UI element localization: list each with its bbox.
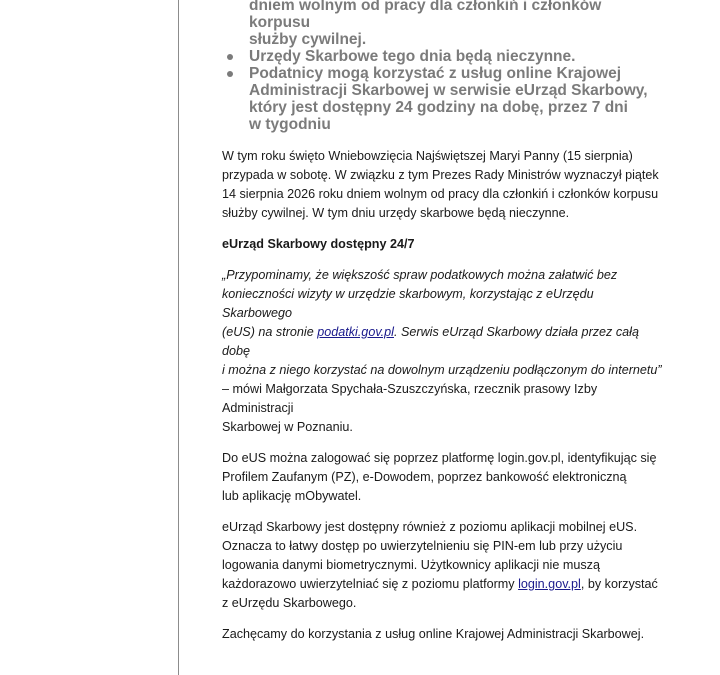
section-heading: eUrząd Skarbowy dostępny 24/7 xyxy=(222,237,415,251)
text-line: w tygodniu xyxy=(249,116,331,133)
attribution-line: – mówi Małgorzata Spychała-Szuszczyńska, rzecznik prasowy Izby Administracji xyxy=(222,382,598,415)
text-line: służby cywilnej. xyxy=(249,31,367,48)
text-line: lub aplikację mObywatel. xyxy=(222,489,362,503)
text-line: Podatnicy mogą korzystać z usług online Krajowej xyxy=(249,65,622,82)
attribution-line: Skarbowej w Poznaniu. xyxy=(222,420,353,434)
paragraph-closing: Zachęcamy do korzystania z usług online Krajowej Administracji Skarbowej. xyxy=(222,627,645,641)
bullet-dot-icon xyxy=(227,71,233,77)
text-line: służby cywilnej. W tym dniu urzędy skarbowe będą nieczynne. xyxy=(222,206,570,220)
paragraph-login xyxy=(222,449,662,506)
text-line: dniem wolnym od pracy dla członkiń i członków korpusu xyxy=(249,0,602,31)
bullet-list xyxy=(222,0,662,133)
text-line: Do eUS można zalogować się poprzez platformę login.gov.pl, identyfikując się xyxy=(222,451,657,465)
podatki-link[interactable]: podatki.gov.pl xyxy=(317,325,394,339)
quote-line: konieczności wizyty w urzędzie skarbowym, korzystając z eUrzędu Skarbowego xyxy=(222,287,594,320)
document-body xyxy=(222,0,662,644)
text-line: W tym roku święto Wniebowzięcia Najświętszej Maryi Panny (15 sierpnia) xyxy=(222,149,633,163)
paragraph-quote xyxy=(222,266,662,437)
text-line: Oznacza to łatwy dostęp po uwierzytelnieniu się PIN-em lub przy użyciu xyxy=(222,539,623,553)
text-line: Profilem Zaufanym (PZ), e-Dowodem, poprzez bankowość elektroniczną xyxy=(222,470,627,484)
text-line: logowania danymi biometrycznymi. Użytkownicy aplikacji nie muszą xyxy=(222,558,600,572)
paragraph-mobile-app xyxy=(222,518,662,613)
text-line: 14 sierpnia 2026 roku dniem wolnym od pracy dla członkiń i członków korpusu xyxy=(222,187,659,201)
text-line: , by korzystać xyxy=(580,577,658,591)
text-line: każdorazowo uwierzytelniać się z poziomu platformy xyxy=(222,577,519,591)
bullet-item-3 xyxy=(222,65,662,133)
paragraph-holiday xyxy=(222,147,662,223)
quote-line: i można z niego korzystać na dowolnym urządzeniu podłączonym do internetu” xyxy=(222,363,662,377)
text-line: Administracji Skarbowej w serwisie eUrząd Skarbowy, xyxy=(249,82,648,99)
bullet-dot-icon xyxy=(227,54,233,60)
page-margin-line xyxy=(178,0,179,675)
quote-line: (eUS) na stronie xyxy=(222,325,318,339)
quote-line: „Przypominamy, że większość spraw podatkowych można załatwić bez xyxy=(222,268,618,282)
text-line: z eUrzędu Skarbowego. xyxy=(222,596,357,610)
login-gov-link[interactable]: login.gov.pl xyxy=(518,577,581,591)
bullet-item-1-continued xyxy=(222,0,662,48)
text-line: przypada w sobotę. W związku z tym Prezes Rady Ministrów wyznaczył piątek xyxy=(222,168,659,182)
text-line: Urzędy Skarbowe tego dnia będą nieczynne. xyxy=(249,48,576,65)
text-line: który jest dostępny 24 godziny na dobę, przez 7 dni xyxy=(249,99,628,116)
bullet-item-2 xyxy=(222,48,662,65)
quote-line: . Serwis eUrząd Skarbowy działa przez całą dobę xyxy=(222,325,639,358)
text-line: eUrząd Skarbowy jest dostępny również z poziomu aplikacji mobilnej eUS. xyxy=(222,520,638,534)
